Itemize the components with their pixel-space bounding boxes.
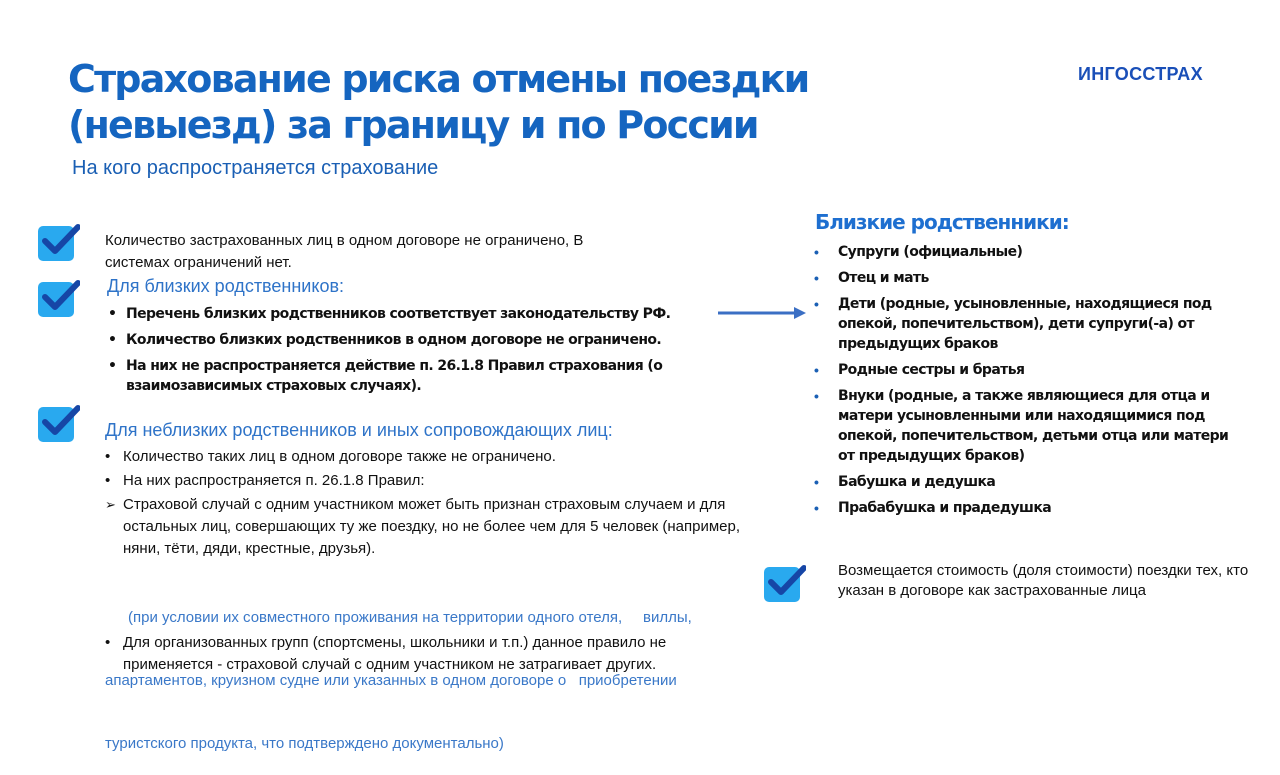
other-persons-rules xyxy=(123,446,743,560)
list-item: ➢ Страховой случай с одним участником может быть признан страховым случаем и для остальных лиц, совершающих ту же поездку, но не более чем для 5 человек (например, няни, тёти, дяди, крестные, друзья). xyxy=(123,494,743,560)
list-item: • Супруги (официальные) xyxy=(838,242,1238,262)
note-line-2: апартаментов, круизном судне или указанных в одном договоре о приобретении xyxy=(105,672,677,689)
list-item: • На них не распространяется действие п. 26.1.8 Правил страхования (о взаимозависимых страховых случаях). xyxy=(126,356,726,396)
list-item: • Бабушка и дедушка xyxy=(838,472,1238,492)
list-item: • Количество таких лиц в одном договоре также не ограничено. xyxy=(123,446,743,468)
ingosstrakh-logo: ИНГОССТРАХ xyxy=(1078,64,1203,84)
other-persons-heading: Для неблизких родственников и иных сопровождающих лиц: xyxy=(105,420,613,440)
list-item: • Родные сестры и братья xyxy=(838,360,1238,380)
page-title xyxy=(68,56,968,148)
arrow-right-icon xyxy=(718,305,808,321)
close-relatives-rules xyxy=(126,304,726,396)
groups-rule xyxy=(123,632,723,676)
list-item: • Дети (родные, усыновленные, находящиеся под опекой, попечительством), дети супруги(-а) от предыдущих браков xyxy=(838,294,1238,354)
list-item: • На них распространяется п. 26.1.8 Правил: xyxy=(123,470,743,492)
checkbox-checked-icon xyxy=(38,222,80,262)
checkbox-checked-icon xyxy=(38,278,80,318)
close-relatives-list xyxy=(838,242,1238,518)
checkbox-checked-icon xyxy=(38,403,80,443)
list-item: • Перечень близких родственников соответствует законодательству РФ. xyxy=(126,304,726,324)
list-item: • Внуки (родные, а также являющиеся для отца и матери усыновленными или находящимися под опекой, попечительством, детьми отца или матери от предыдущих браков) xyxy=(838,386,1238,466)
close-relatives-heading: Для близких родственников: xyxy=(107,276,345,296)
insured-count-text: Количество застрахованных лиц в одном договоре не ограничено, В системах ограничений нет. xyxy=(105,232,584,271)
checkbox-checked-icon xyxy=(764,563,806,603)
close-relatives-title: Близкие родственники: xyxy=(815,210,1069,234)
refund-text: Возмещается стоимость (доля стоимости) поездки тех, кто указан в договоре как застрахованные лица xyxy=(838,562,1249,599)
note-line-1: (при условии их совместного проживания на территории одного отеля, виллы, xyxy=(128,609,692,626)
list-item: • Отец и мать xyxy=(838,268,1238,288)
note-line-3: туристского продукта, что подтверждено документально) xyxy=(105,735,504,752)
title-line-2: (невыезд) за границу и по России xyxy=(68,103,758,147)
title-line-1: Страхование риска отмены поездки xyxy=(68,57,809,101)
list-item: • Количество близких родственников в одном договоре не ограничено. xyxy=(126,330,726,350)
list-item: • Прабабушка и прадедушка xyxy=(838,498,1238,518)
page-subtitle: На кого распространяется страхование xyxy=(72,157,439,179)
list-item: • Для организованных групп (спортсмены, школьники и т.п.) данное правило не применяется - страховой случай с одним участником не затрагивает других. xyxy=(123,632,723,676)
